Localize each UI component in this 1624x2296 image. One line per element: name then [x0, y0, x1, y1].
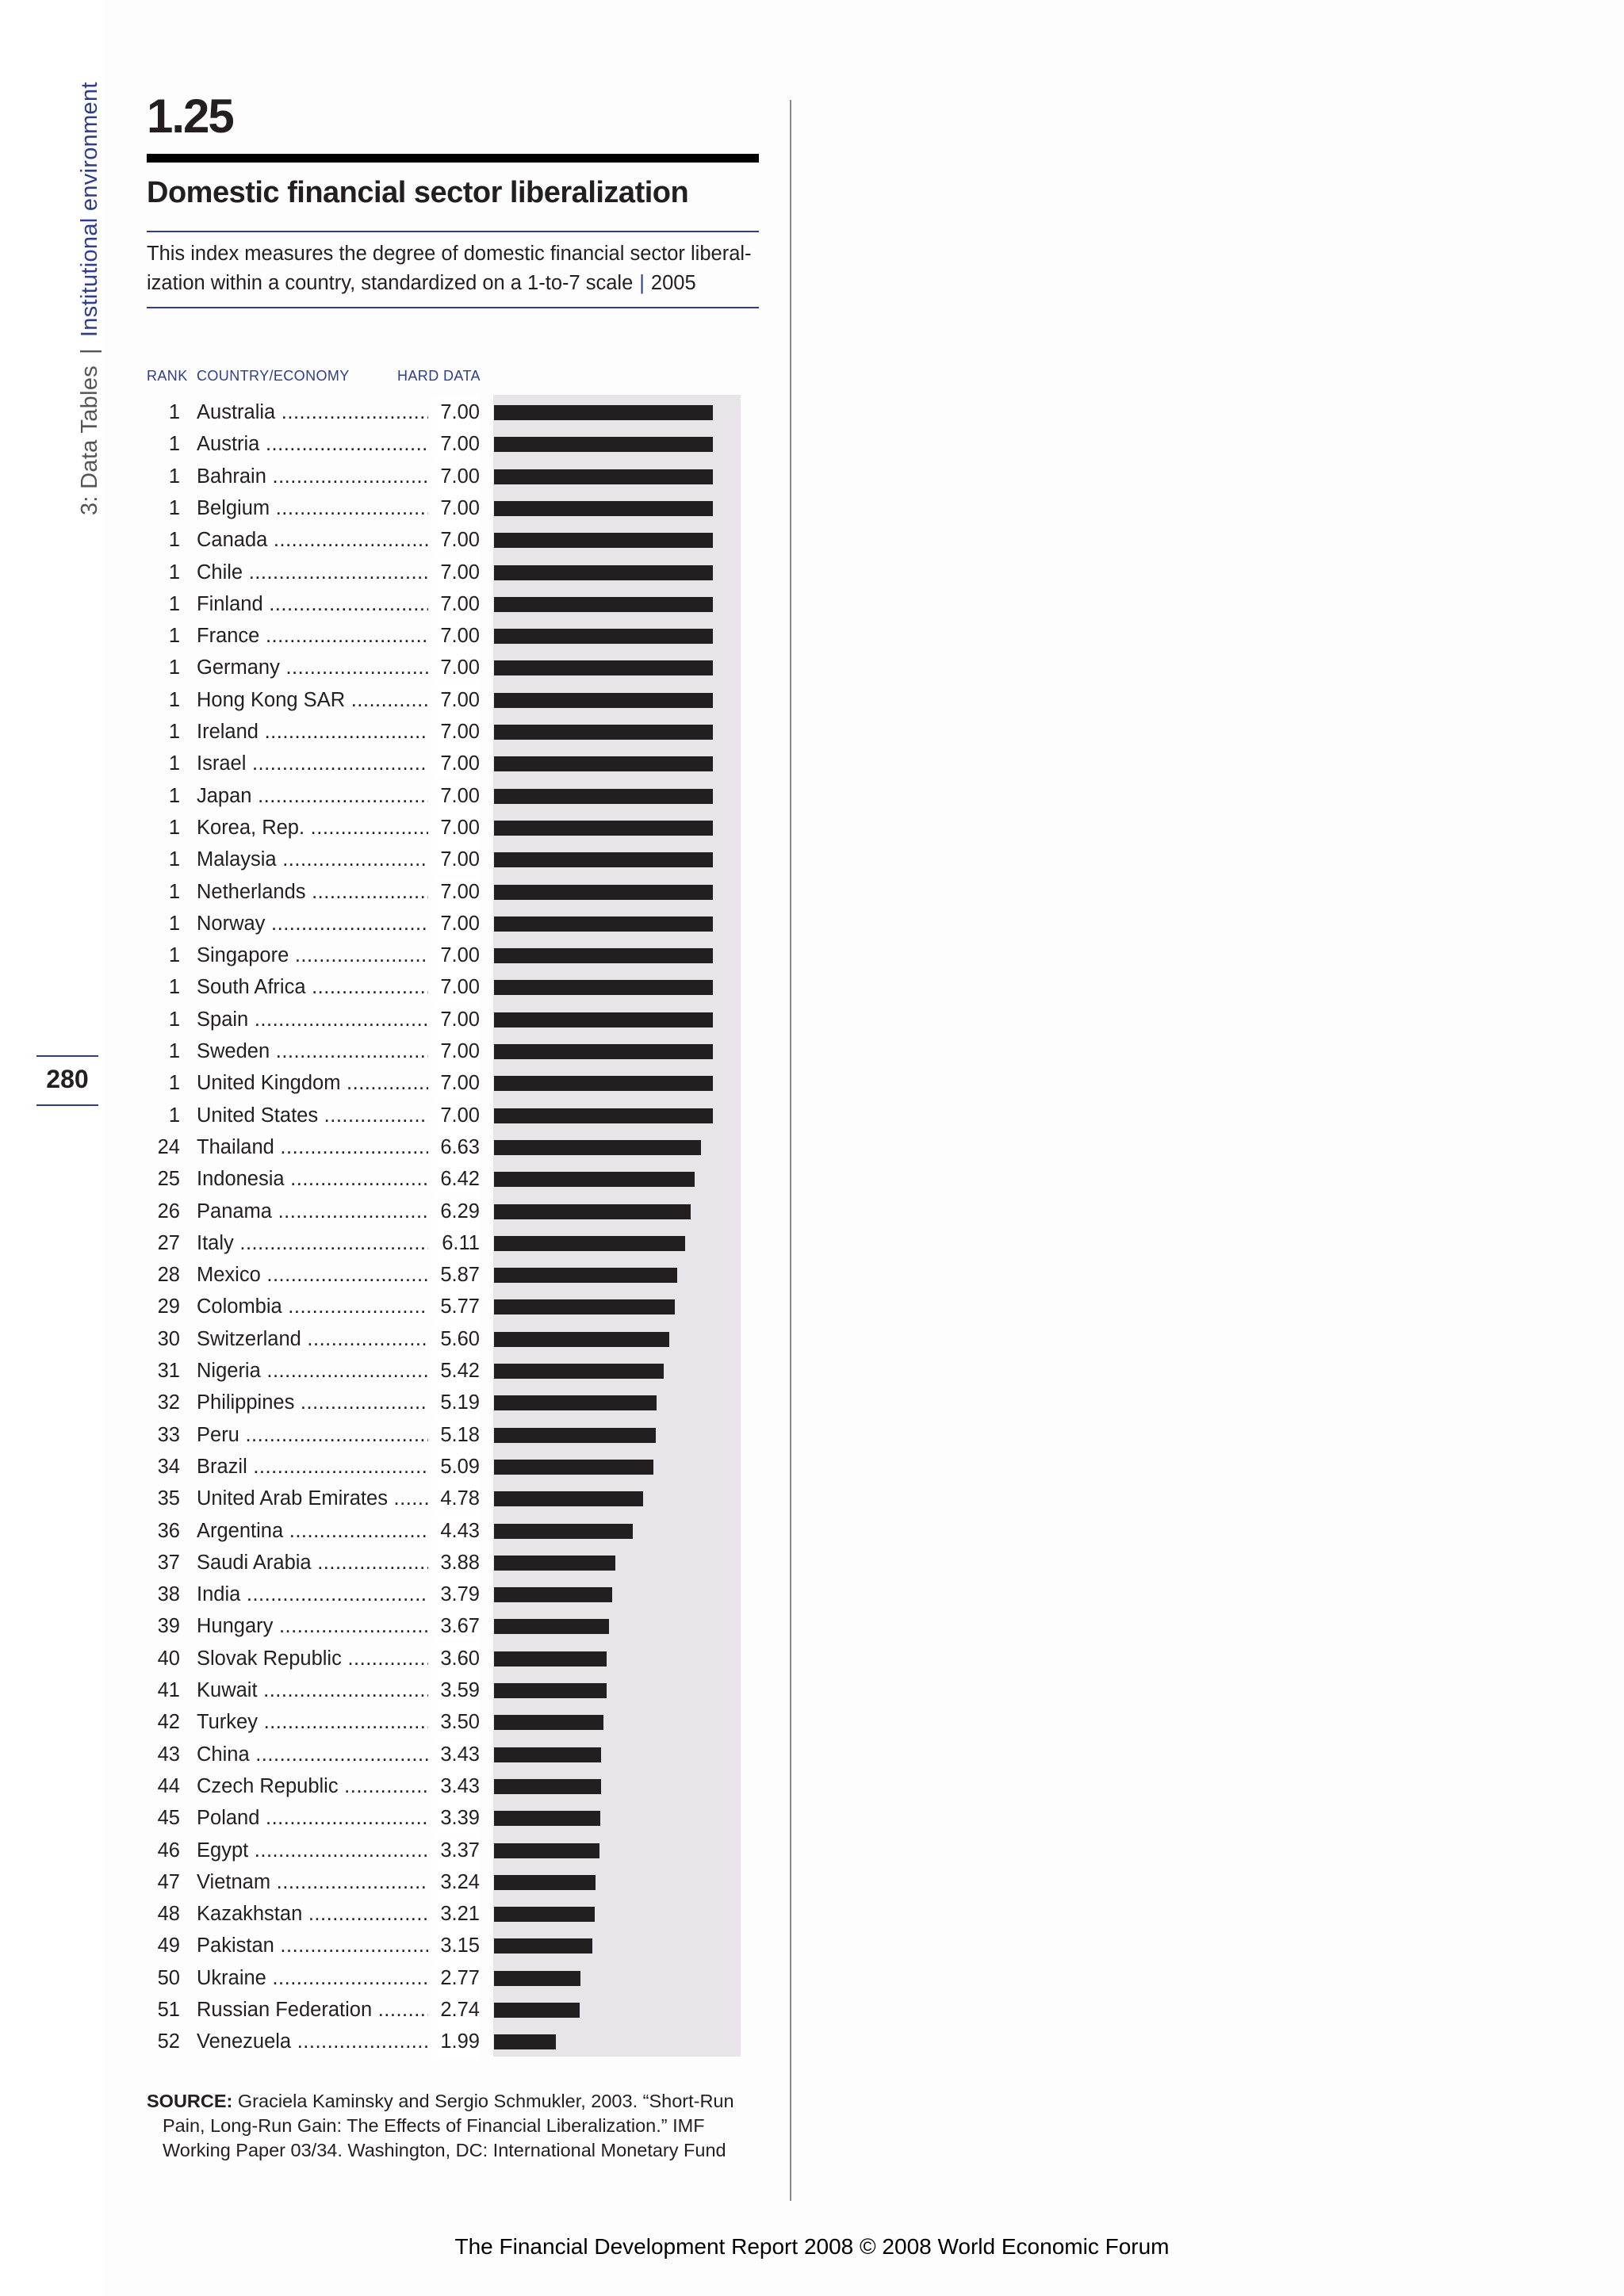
- table-row: [147, 876, 480, 908]
- score-value: 2.74: [432, 1994, 480, 2026]
- country-name: Malaysia .....: [197, 844, 428, 875]
- table-row: [147, 1835, 480, 1866]
- rank-value: 48: [157, 1903, 180, 1926]
- chart-title: Domestic financial sector liberalization: [147, 176, 689, 209]
- source-note: [147, 2089, 765, 2163]
- table-row: [147, 1291, 480, 1322]
- description-line-2: ization within a country, standardized on a 1-to-7 scale: [147, 272, 634, 294]
- country-name: Indonesia .....: [197, 1163, 428, 1195]
- country-name: Spain .....: [197, 1004, 428, 1035]
- score-value: 7.00: [432, 588, 480, 620]
- country-name: Canada .....: [197, 524, 428, 556]
- score-value: 3.60: [432, 1643, 480, 1674]
- country-name: Mexico .....: [197, 1259, 428, 1291]
- country-name: Hong Kong SAR .....: [197, 684, 428, 716]
- table-row: [147, 1259, 480, 1291]
- rank-value: 42: [157, 1711, 180, 1734]
- rank-column-header: RANK: [147, 368, 188, 384]
- score-value: 1.99: [432, 2026, 480, 2057]
- data-year: 2005: [650, 272, 696, 294]
- rank-value: 34: [157, 1455, 180, 1478]
- table-row: [147, 1419, 480, 1451]
- rank-value: 1: [168, 880, 180, 903]
- table-row: [147, 1898, 480, 1930]
- table-row: [147, 1483, 480, 1514]
- score-bar: [494, 948, 713, 963]
- section-title: Institutional environment: [77, 82, 102, 338]
- rank-value: 1: [168, 1008, 180, 1031]
- page-footer: The Financial Development Report 2008 © 2008 World Economic Forum: [454, 2234, 1170, 2259]
- country-name: Thailand .....: [197, 1131, 428, 1163]
- score-bar: [494, 1971, 580, 1986]
- country-name: Russian Federation .....: [197, 1994, 428, 2026]
- score-value: 7.00: [432, 939, 480, 971]
- rank-value: 1: [168, 1040, 180, 1062]
- table-row: [147, 652, 480, 683]
- rank-value: 29: [157, 1295, 180, 1318]
- table-row: [147, 908, 480, 939]
- country-name: United Arab Emirates .....: [197, 1483, 428, 1514]
- score-value: 5.09: [432, 1451, 480, 1483]
- rank-value: 30: [157, 1327, 180, 1350]
- rank-value: 24: [157, 1135, 180, 1158]
- score-bar: [494, 1076, 713, 1091]
- score-bar: [494, 437, 713, 452]
- score-value: 3.59: [432, 1674, 480, 1706]
- rank-value: 1: [168, 784, 180, 807]
- score-value: 3.37: [432, 1835, 480, 1866]
- score-value: 6.11: [432, 1227, 480, 1259]
- country-name: Czech Republic .....: [197, 1770, 428, 1802]
- country-name: Argentina .....: [197, 1515, 428, 1547]
- score-bar: [494, 2034, 556, 2049]
- table-row: [147, 748, 480, 779]
- country-name: Panama .....: [197, 1196, 428, 1227]
- rank-value: 1: [168, 944, 180, 967]
- score-value: 5.42: [432, 1355, 480, 1387]
- score-value: 2.77: [432, 1962, 480, 1994]
- table-row: [147, 461, 480, 492]
- rank-value: 47: [157, 1870, 180, 1893]
- country-name: Australia .....: [197, 396, 428, 428]
- score-value: 7.00: [432, 812, 480, 844]
- table-number: 1.25: [147, 90, 233, 143]
- country-name: Vietnam .....: [197, 1866, 428, 1898]
- table-row: [147, 2026, 480, 2057]
- rank-value: 37: [157, 1551, 180, 1574]
- rank-value: 1: [168, 401, 180, 423]
- country-name: Chile .....: [197, 557, 428, 588]
- table-row: [147, 557, 480, 588]
- score-bar: [494, 1012, 713, 1027]
- rank-value: 31: [157, 1360, 180, 1382]
- table-row: [147, 1643, 480, 1674]
- table-row: [147, 1323, 480, 1355]
- score-value: 5.18: [432, 1419, 480, 1451]
- score-bar: [494, 693, 713, 708]
- table-row: [147, 1962, 480, 1994]
- table-row: [147, 492, 480, 524]
- score-bar: [494, 565, 713, 580]
- source-label: SOURCE:: [147, 2091, 233, 2111]
- country-name: Israel .....: [197, 748, 428, 779]
- score-bar: [494, 1683, 607, 1698]
- table-row: [147, 1227, 480, 1259]
- country-name: Austria .....: [197, 428, 428, 460]
- score-bar: [494, 1938, 592, 1954]
- rank-value: 49: [157, 1934, 180, 1957]
- country-column-header: COUNTRY/ECONOMY: [197, 368, 350, 384]
- score-value: 7.00: [432, 748, 480, 779]
- country-name: Singapore .....: [197, 939, 428, 971]
- score-value: 5.77: [432, 1291, 480, 1322]
- score-bar: [494, 852, 713, 867]
- rank-value: 26: [157, 1200, 180, 1223]
- score-bar: [494, 469, 713, 484]
- year-separator: |: [639, 272, 645, 294]
- country-name: France .....: [197, 620, 428, 652]
- score-bar: [494, 1204, 691, 1219]
- rank-value: 43: [157, 1743, 180, 1766]
- description-rule-bottom: [147, 307, 759, 308]
- country-name: United Kingdom .....: [197, 1067, 428, 1099]
- table-row: [147, 1610, 480, 1642]
- country-name: Venezuela .....: [197, 2026, 428, 2057]
- score-value: 7.00: [432, 396, 480, 428]
- rank-value: 1: [168, 561, 180, 584]
- score-bar: [494, 1875, 596, 1890]
- country-name: Egypt .....: [197, 1835, 428, 1866]
- score-value: 7.00: [432, 716, 480, 748]
- rank-value: 1: [168, 752, 180, 775]
- rank-value: 1: [168, 496, 180, 519]
- country-name: United States .....: [197, 1100, 428, 1131]
- table-row: [147, 1196, 480, 1227]
- country-name: Saudi Arabia .....: [197, 1547, 428, 1578]
- rank-value: 1: [168, 465, 180, 488]
- score-value: 7.00: [432, 620, 480, 652]
- score-bar: [494, 660, 713, 675]
- score-bar: [494, 1651, 607, 1667]
- table-row: [147, 1770, 480, 1802]
- column-divider: [790, 100, 791, 2201]
- score-value: 4.78: [432, 1483, 480, 1514]
- score-bar: [494, 1364, 664, 1379]
- score-value: 7.00: [432, 908, 480, 939]
- table-row: [147, 1100, 480, 1131]
- score-bar: [494, 1907, 595, 1922]
- score-value: 3.50: [432, 1706, 480, 1738]
- source-line-1: Graciela Kaminsky and Sergio Schmukler, 2003. “Short-Run: [237, 2091, 734, 2111]
- country-name: Turkey .....: [197, 1706, 428, 1738]
- rank-value: 33: [157, 1423, 180, 1446]
- section-label: [77, 82, 103, 515]
- page-number-rule-bottom: [36, 1104, 98, 1106]
- table-row: [147, 844, 480, 875]
- score-value: 6.63: [432, 1131, 480, 1163]
- country-name: Brazil .....: [197, 1451, 428, 1483]
- score-bar: [494, 1843, 599, 1858]
- table-row: [147, 620, 480, 652]
- country-name: Bahrain .....: [197, 461, 428, 492]
- page-number: 280: [46, 1065, 89, 1093]
- rank-value: 1: [168, 976, 180, 999]
- score-bar: [494, 2003, 580, 2018]
- table-row: [147, 1163, 480, 1195]
- country-name: Norway .....: [197, 908, 428, 939]
- score-value: 6.29: [432, 1196, 480, 1227]
- score-value: 7.00: [432, 652, 480, 683]
- table-row: [147, 1355, 480, 1387]
- rank-value: 38: [157, 1583, 180, 1606]
- score-bar: [494, 1428, 656, 1443]
- score-value: 3.21: [432, 1898, 480, 1930]
- table-row: [147, 1994, 480, 2026]
- rank-value: 1: [168, 721, 180, 743]
- section-name: 3: Data Tables: [77, 365, 102, 515]
- score-bar: [494, 1172, 695, 1187]
- country-name: Finland .....: [197, 588, 428, 620]
- score-bar: [494, 725, 713, 740]
- table-row: [147, 396, 480, 428]
- score-bar: [494, 1395, 657, 1410]
- score-bar: [494, 1747, 601, 1762]
- score-bar: [494, 1299, 675, 1314]
- section-separator: |: [77, 348, 102, 354]
- score-bar: [494, 1044, 713, 1059]
- chart-description: [147, 239, 759, 298]
- score-bar: [494, 1811, 600, 1826]
- rank-value: 1: [168, 625, 180, 648]
- rank-value: 44: [157, 1774, 180, 1797]
- score-bar: [494, 821, 713, 836]
- score-value: 3.43: [432, 1770, 480, 1802]
- table-row: [147, 1387, 480, 1418]
- score-bar: [494, 1779, 601, 1794]
- description-rule-top: [147, 231, 759, 232]
- score-value: 7.00: [432, 844, 480, 875]
- score-value: 7.00: [432, 780, 480, 812]
- rank-value: 28: [157, 1264, 180, 1287]
- table-row: [147, 1451, 480, 1483]
- table-row: [147, 780, 480, 812]
- table-row: [147, 588, 480, 620]
- source-line-3: Working Paper 03/34. Washington, DC: International Monetary Fund: [163, 2140, 726, 2160]
- country-name: Switzerland .....: [197, 1323, 428, 1355]
- score-value: 7.00: [432, 428, 480, 460]
- score-value: 3.43: [432, 1739, 480, 1770]
- score-bar: [494, 1587, 612, 1602]
- table-row: [147, 1004, 480, 1035]
- rank-value: 1: [168, 1072, 180, 1095]
- score-bar: [494, 1491, 643, 1506]
- score-value: 7.00: [432, 1035, 480, 1067]
- table-row: [147, 524, 480, 556]
- table-row: [147, 1547, 480, 1578]
- score-bar: [494, 980, 713, 995]
- table-row: [147, 684, 480, 716]
- page-number-rule-top: [36, 1055, 98, 1057]
- score-value: 5.60: [432, 1323, 480, 1355]
- score-value: 3.24: [432, 1866, 480, 1898]
- country-name: China .....: [197, 1739, 428, 1770]
- score-bar: [494, 1524, 633, 1539]
- table-row: [147, 971, 480, 1003]
- table-row: [147, 1866, 480, 1898]
- table-row: [147, 1515, 480, 1547]
- country-name: Kuwait .....: [197, 1674, 428, 1706]
- score-bar: [494, 501, 713, 516]
- score-value: 4.43: [432, 1515, 480, 1547]
- score-bar: [494, 1236, 685, 1251]
- score-value: 3.39: [432, 1802, 480, 1834]
- score-bar: [494, 1332, 669, 1347]
- table-row: [147, 1802, 480, 1834]
- rank-value: 39: [157, 1615, 180, 1638]
- score-bar: [494, 1460, 653, 1475]
- table-row: [147, 812, 480, 844]
- score-bar: [494, 597, 713, 612]
- table-row: [147, 1067, 480, 1099]
- score-bar: [494, 756, 713, 771]
- country-name: Japan .....: [197, 780, 428, 812]
- country-name: Colombia .....: [197, 1291, 428, 1322]
- country-name: Nigeria .....: [197, 1355, 428, 1387]
- score-value: 3.15: [432, 1930, 480, 1961]
- country-name: Ireland .....: [197, 716, 428, 748]
- score-bar: [494, 629, 713, 644]
- table-row: [147, 428, 480, 460]
- score-bar: [494, 1108, 713, 1123]
- country-name: Belgium .....: [197, 492, 428, 524]
- value-column-header: HARD DATA: [397, 368, 481, 384]
- rank-value: 50: [157, 1966, 180, 1989]
- score-bar: [494, 1268, 677, 1283]
- country-name: Hungary .....: [197, 1610, 428, 1642]
- score-bar: [494, 1619, 609, 1634]
- rank-value: 1: [168, 433, 180, 456]
- score-value: 3.67: [432, 1610, 480, 1642]
- rank-value: 35: [157, 1487, 180, 1510]
- rank-value: 32: [157, 1391, 180, 1414]
- score-value: 3.88: [432, 1547, 480, 1578]
- table-row: [147, 1739, 480, 1770]
- rank-value: 40: [157, 1647, 180, 1670]
- country-name: Slovak Republic .....: [197, 1643, 428, 1674]
- score-bar: [494, 405, 713, 420]
- table-row: [147, 1035, 480, 1067]
- score-value: 7.00: [432, 557, 480, 588]
- score-bar: [494, 1140, 701, 1155]
- table-row: [147, 939, 480, 971]
- country-name: Sweden .....: [197, 1035, 428, 1067]
- rank-value: 1: [168, 592, 180, 615]
- country-name: South Africa .....: [197, 971, 428, 1003]
- rank-value: 52: [157, 2030, 180, 2053]
- country-name: Pakistan .....: [197, 1930, 428, 1961]
- country-name: India .....: [197, 1578, 428, 1610]
- score-bar: [494, 1715, 603, 1730]
- score-bar: [494, 1556, 615, 1571]
- country-name: Netherlands .....: [197, 876, 428, 908]
- table-row: [147, 716, 480, 748]
- rank-value: 27: [157, 1231, 180, 1254]
- table-row: [147, 1930, 480, 1961]
- score-value: 3.79: [432, 1578, 480, 1610]
- rank-value: 41: [157, 1679, 180, 1701]
- score-value: 6.42: [432, 1163, 480, 1195]
- score-value: 7.00: [432, 876, 480, 908]
- score-value: 7.00: [432, 1067, 480, 1099]
- score-bar: [494, 533, 713, 548]
- table-row: [147, 1578, 480, 1610]
- country-name: Poland .....: [197, 1802, 428, 1834]
- table-row: [147, 1131, 480, 1163]
- score-value: 5.87: [432, 1259, 480, 1291]
- bar-area-background: [493, 395, 741, 2057]
- score-value: 5.19: [432, 1387, 480, 1418]
- rank-value: 1: [168, 848, 180, 871]
- rank-value: 1: [168, 688, 180, 711]
- table-row: [147, 1706, 480, 1738]
- rank-value: 25: [157, 1168, 180, 1191]
- rank-value: 1: [168, 529, 180, 552]
- score-bar: [494, 885, 713, 900]
- score-value: 7.00: [432, 492, 480, 524]
- country-name: Germany .....: [197, 652, 428, 683]
- source-line-2: Pain, Long-Run Gain: The Effects of Financial Liberalization.” IMF: [163, 2115, 705, 2136]
- score-value: 7.00: [432, 524, 480, 556]
- country-name: Philippines .....: [197, 1387, 428, 1418]
- country-name: Peru .....: [197, 1419, 428, 1451]
- rank-value: 1: [168, 656, 180, 679]
- country-name: Kazakhstan .....: [197, 1898, 428, 1930]
- country-name: Italy .....: [197, 1227, 428, 1259]
- rank-value: 46: [157, 1839, 180, 1862]
- rank-value: 1: [168, 816, 180, 839]
- rank-value: 1: [168, 912, 180, 935]
- score-value: 7.00: [432, 1004, 480, 1035]
- country-name: Korea, Rep. .....: [197, 812, 428, 844]
- score-value: 7.00: [432, 971, 480, 1003]
- score-bar: [494, 789, 713, 804]
- table-row: [147, 1674, 480, 1706]
- score-bar: [494, 916, 713, 932]
- score-value: 7.00: [432, 1100, 480, 1131]
- description-line-1: This index measures the degree of domestic financial sector liberal-: [147, 243, 752, 265]
- rank-value: 51: [157, 1999, 180, 2021]
- title-rule: [147, 154, 759, 163]
- rank-value: 45: [157, 1807, 180, 1830]
- score-value: 7.00: [432, 684, 480, 716]
- rank-value: 1: [168, 1104, 180, 1127]
- score-value: 7.00: [432, 461, 480, 492]
- rank-value: 36: [157, 1519, 180, 1542]
- country-name: Ukraine .....: [197, 1962, 428, 1994]
